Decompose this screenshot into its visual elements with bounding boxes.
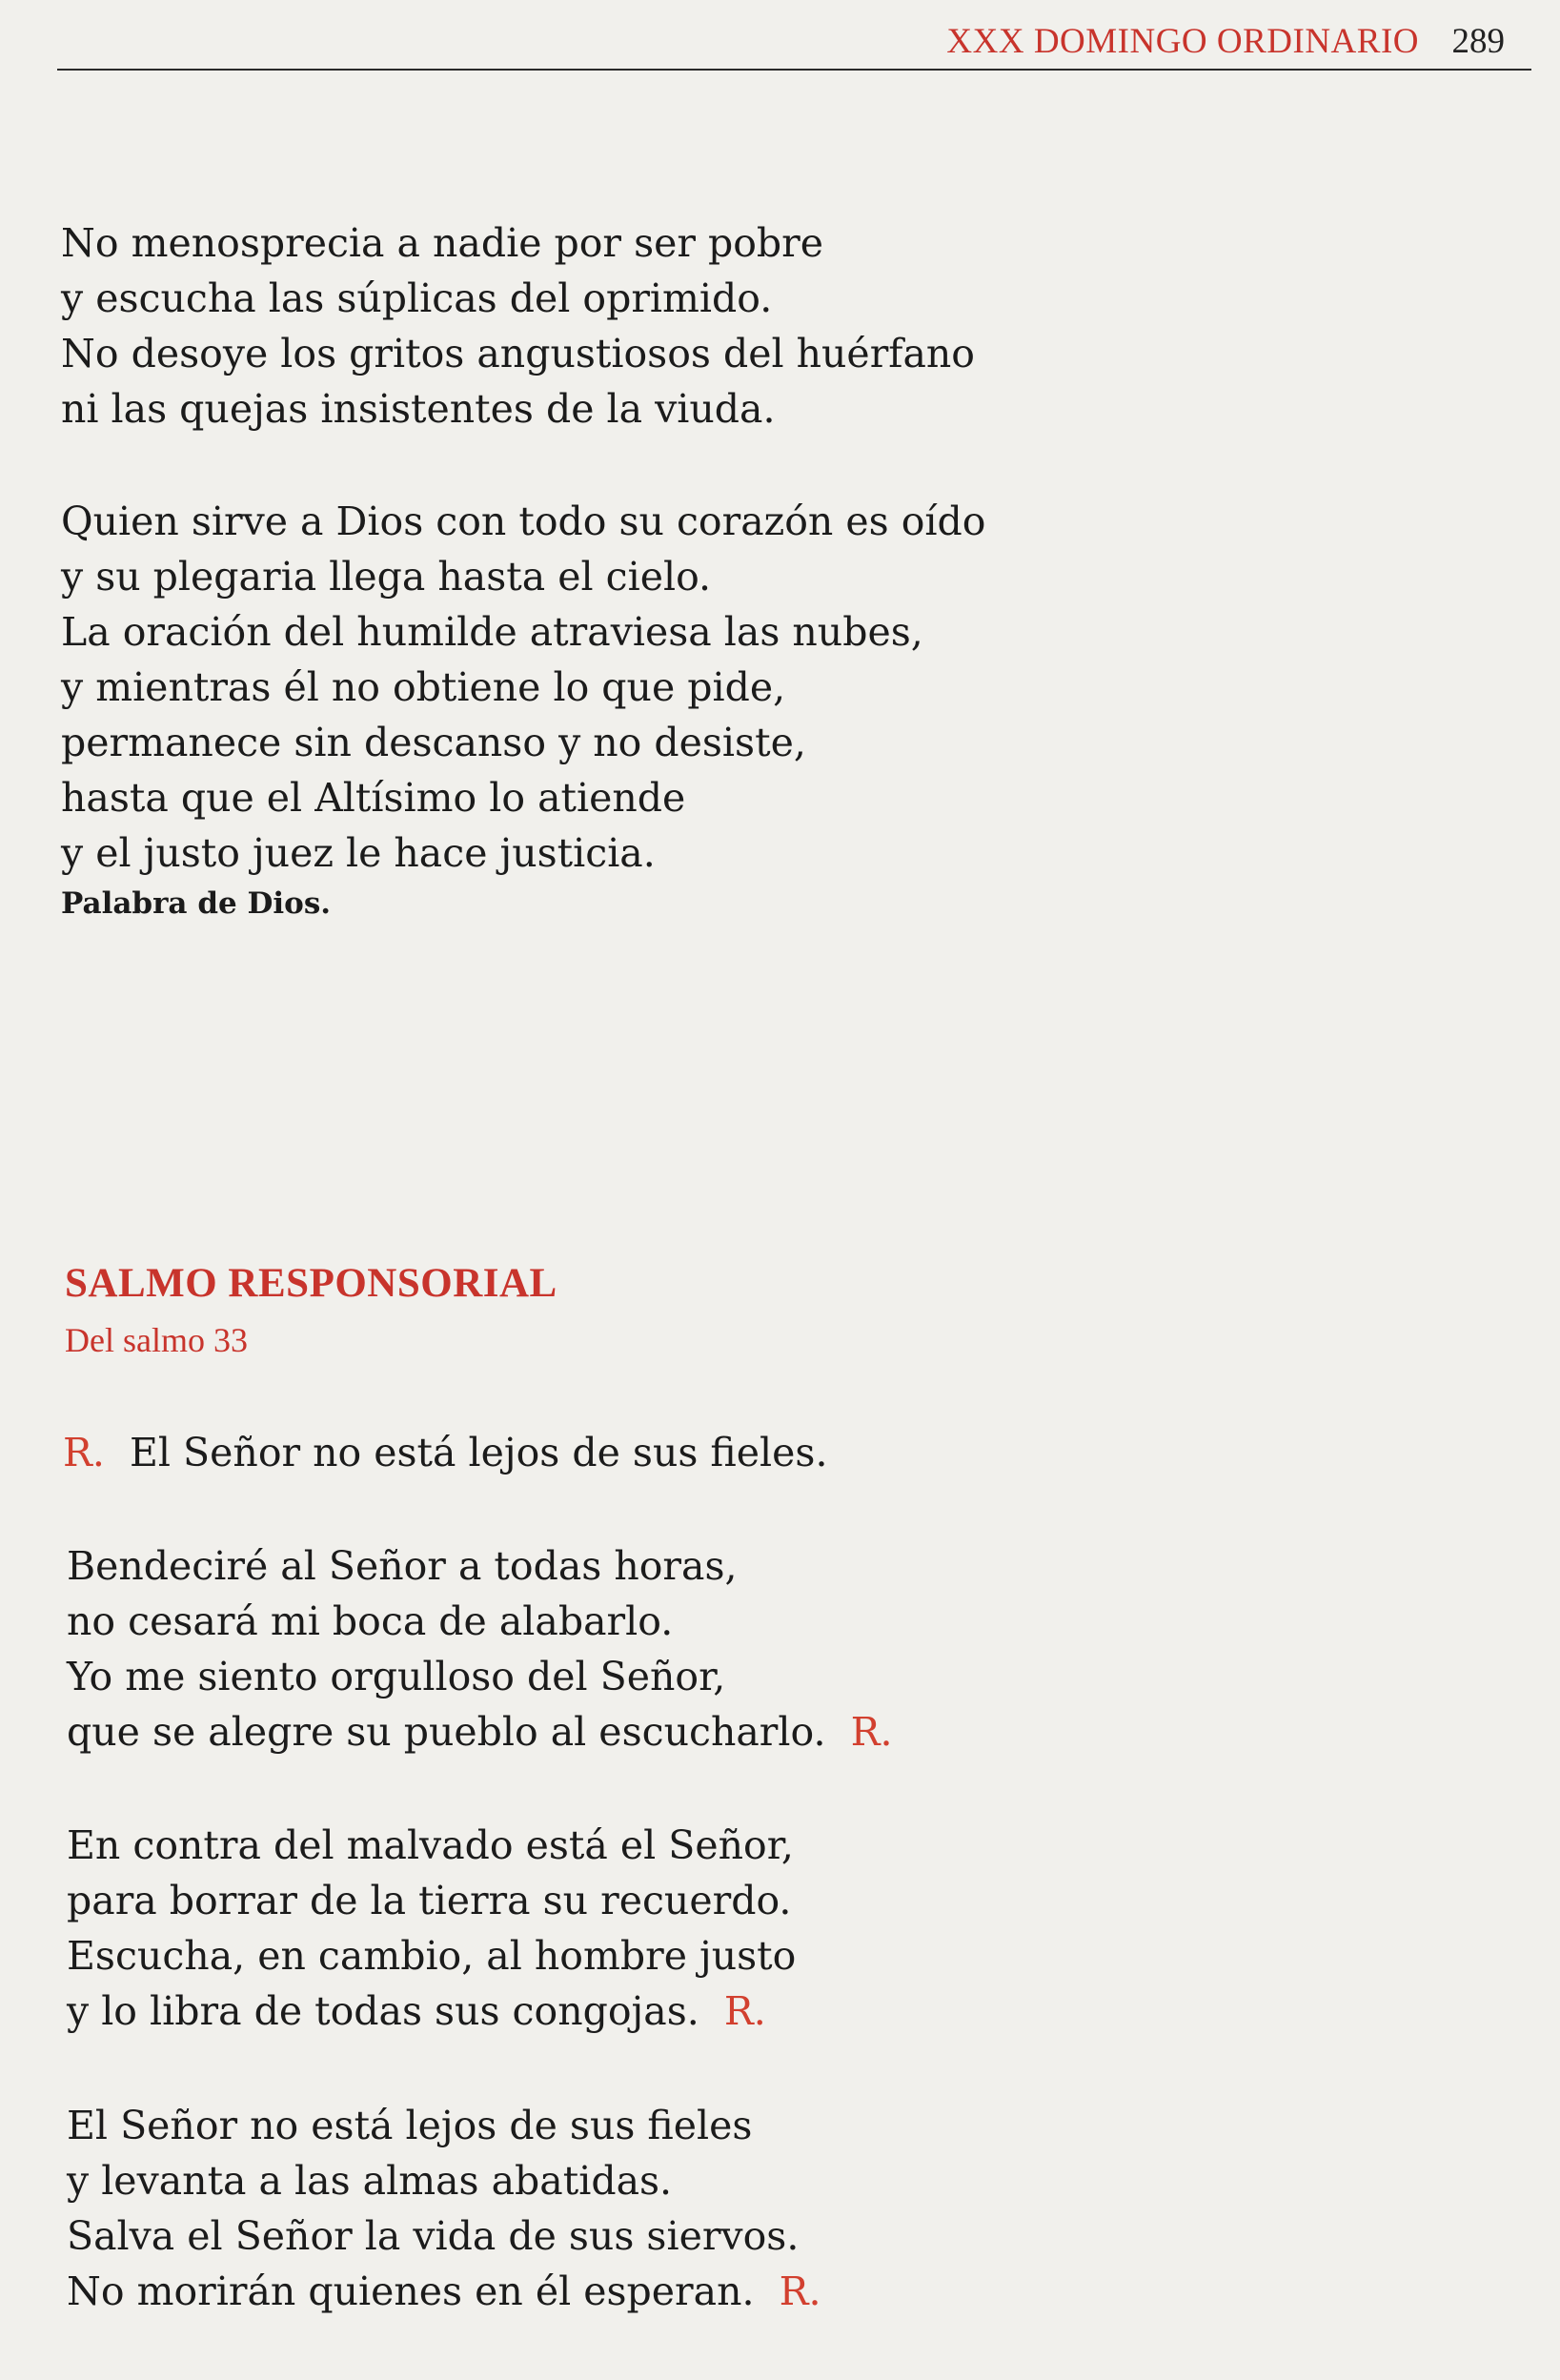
reading-stanza-2 bbox=[61, 494, 985, 925]
response-text: El Señor no está lejos de sus fieles. bbox=[129, 1430, 828, 1475]
verse-line: y mientras él no obtiene lo que pide, bbox=[61, 664, 786, 710]
response-marker: R. bbox=[63, 1430, 105, 1475]
verse-line: No desoye los gritos angustiosos del huérfano bbox=[61, 331, 975, 376]
response-marker: R. bbox=[779, 2268, 821, 2314]
verse-line: permanece sin descanso y no desiste, bbox=[61, 720, 806, 765]
reading-stanza-1 bbox=[61, 215, 975, 437]
verse-line: y el justo juez le hace justicia. bbox=[61, 830, 656, 876]
section-title: XXX DOMINGO ORDINARIO bbox=[946, 22, 1419, 61]
psalm-stanza-3 bbox=[67, 2098, 821, 2319]
page-number: 289 bbox=[1451, 22, 1505, 61]
psalm-subtitle: Del salmo 33 bbox=[65, 1321, 248, 1359]
verse-line: no cesará mi boca de alabarlo. bbox=[67, 1598, 674, 1644]
verse-line: y levanta a las almas abatidas. bbox=[67, 2158, 673, 2204]
running-header bbox=[57, 21, 1531, 71]
verse-line bbox=[67, 2264, 821, 2319]
reading-closing: Palabra de Dios. bbox=[61, 886, 332, 921]
verse-line: ni las quejas insistentes de la viuda. bbox=[61, 386, 776, 432]
verse-text: No morirán quienes en él esperan. bbox=[67, 2268, 755, 2314]
verse-line: En contra del malvado está el Señor, bbox=[67, 1822, 794, 1868]
verse-line: Salva el Señor la vida de sus siervos. bbox=[67, 2213, 800, 2259]
psalm-stanza-2 bbox=[67, 1818, 796, 2039]
psalm-response bbox=[63, 1425, 827, 1480]
verse-text: y lo libra de todas sus congojas. bbox=[67, 1988, 699, 2034]
verse-line: Quien sirve a Dios con todo su corazón es oído bbox=[61, 498, 986, 544]
verse-line: Escucha, en cambio, al hombre justo bbox=[67, 1933, 797, 1979]
verse-line: La oración del humilde atraviesa las nubes, bbox=[61, 609, 923, 655]
psalm-stanza-1 bbox=[67, 1538, 892, 1760]
verse-line bbox=[67, 1983, 796, 2039]
verse-line: El Señor no está lejos de sus fieles bbox=[67, 2103, 753, 2148]
verse-line: y escucha las súplicas del oprimido. bbox=[61, 275, 773, 321]
verse-line: Bendeciré al Señor a todas horas, bbox=[67, 1543, 738, 1589]
psalm-title: SALMO RESPONSORIAL bbox=[65, 1261, 557, 1306]
verse-text: que se alegre su pueblo al escucharlo. bbox=[67, 1709, 826, 1755]
response-marker: R. bbox=[723, 1988, 766, 2034]
verse-line: No menosprecia a nadie por ser pobre bbox=[61, 220, 824, 266]
verse-line: para borrar de la tierra su recuerdo. bbox=[67, 1878, 792, 1923]
verse-line: y su plegaria llega hasta el cielo. bbox=[61, 554, 712, 600]
response-marker: R. bbox=[850, 1709, 893, 1755]
verse-line bbox=[67, 1704, 892, 1760]
verse-line: Yo me siento orgulloso del Señor, bbox=[67, 1654, 726, 1699]
verse-line: hasta que el Altísimo lo atiende bbox=[61, 775, 686, 821]
